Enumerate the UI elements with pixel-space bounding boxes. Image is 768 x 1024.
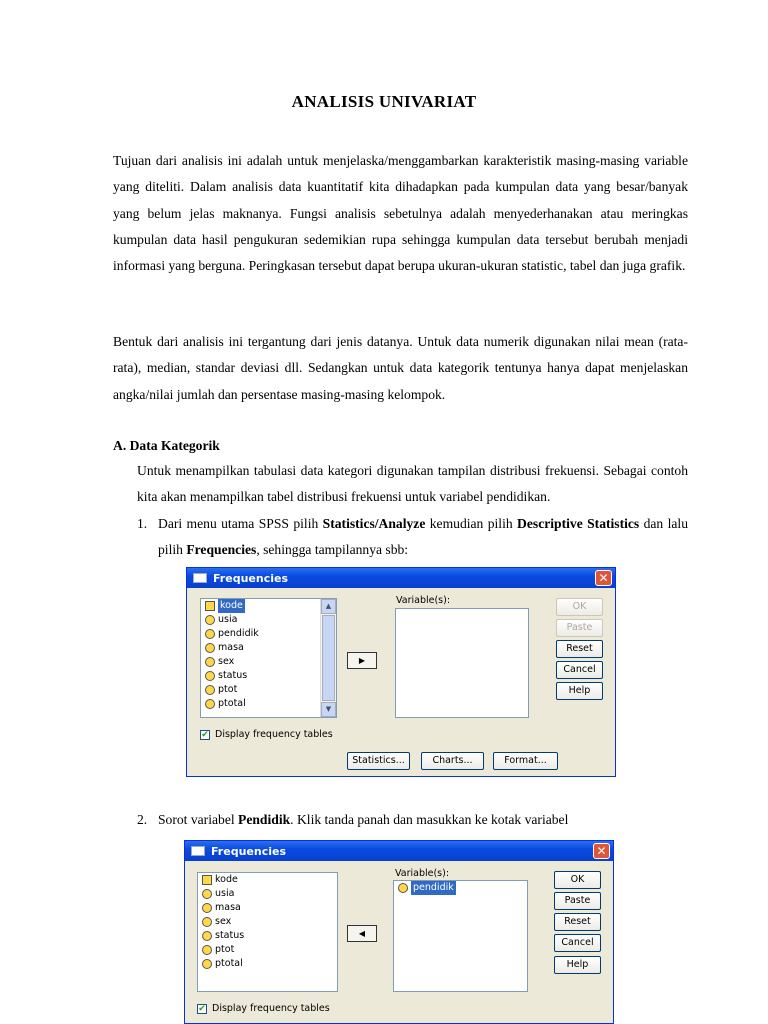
checkbox-check-icon[interactable]: ✔ bbox=[201, 729, 209, 740]
variable-list-item[interactable] bbox=[198, 915, 337, 929]
variable-list-item[interactable] bbox=[201, 627, 336, 641]
dialog-2-title: Frequencies bbox=[211, 844, 286, 858]
statistics-button[interactable]: Statistics... bbox=[347, 752, 410, 770]
selected-variable-list[interactable] bbox=[395, 608, 529, 718]
scale-variable-icon bbox=[202, 889, 212, 899]
variable-name: sex bbox=[215, 916, 232, 927]
cancel-button[interactable]: Cancel bbox=[556, 661, 603, 679]
scale-variable-icon bbox=[202, 917, 212, 927]
scale-variable-icon bbox=[205, 629, 215, 639]
variable-list-item[interactable] bbox=[201, 683, 336, 697]
display-frequency-tables-checkbox[interactable] bbox=[197, 1003, 330, 1014]
checkbox-check-icon[interactable]: ✔ bbox=[198, 1003, 206, 1014]
scroll-thumb[interactable] bbox=[322, 615, 335, 701]
scale-variable-icon bbox=[202, 959, 212, 969]
variable-name: ptot bbox=[218, 684, 238, 695]
variable-name: ptotal bbox=[218, 698, 246, 709]
ok-button[interactable]: OK bbox=[554, 871, 601, 889]
close-icon[interactable]: ✕ bbox=[593, 843, 610, 859]
variable-list-item[interactable] bbox=[198, 943, 337, 957]
step-1-text-a: Dari menu utama SPSS pilih bbox=[158, 516, 323, 531]
paste-button[interactable]: Paste bbox=[554, 892, 601, 910]
string-variable-icon bbox=[202, 875, 212, 885]
variable-list-item[interactable] bbox=[394, 881, 527, 895]
help-button[interactable]: Help bbox=[554, 956, 601, 974]
variable-list-item[interactable] bbox=[198, 929, 337, 943]
step-1-bold-c: Frequencies bbox=[186, 542, 257, 558]
section-a-heading: A. Data Kategorik bbox=[113, 438, 220, 453]
scale-variable-icon bbox=[205, 671, 215, 681]
variable-list-item[interactable] bbox=[198, 873, 337, 887]
source-variable-list[interactable] bbox=[197, 872, 338, 992]
variable-name: ptot bbox=[215, 944, 235, 955]
variable-name: pendidik bbox=[413, 882, 454, 893]
display-frequency-tables-checkbox[interactable] bbox=[200, 729, 333, 740]
scale-variable-icon bbox=[398, 883, 408, 893]
variable-list-item[interactable] bbox=[198, 887, 337, 901]
window-icon bbox=[193, 573, 207, 583]
format-button[interactable]: Format... bbox=[493, 752, 558, 770]
frequencies-dialog-1 bbox=[186, 567, 616, 777]
variable-name: status bbox=[215, 930, 245, 941]
step-2-bold-a: Pendidik bbox=[238, 812, 291, 827]
variable-name: usia bbox=[218, 614, 238, 625]
step-1-text-c: dan lalu pilih bbox=[158, 516, 688, 558]
selected-variable-list[interactable] bbox=[393, 880, 528, 992]
step-1-number: 1. bbox=[137, 516, 148, 531]
step-1 bbox=[137, 511, 688, 564]
scale-variable-icon bbox=[202, 931, 212, 941]
dialog-1-titlebar[interactable] bbox=[187, 568, 615, 588]
variable-name: kode bbox=[220, 600, 243, 611]
scale-variable-icon bbox=[205, 657, 215, 667]
scale-variable-icon bbox=[205, 685, 215, 695]
move-right-arrow-button[interactable]: ▶ bbox=[347, 652, 377, 669]
variable-name: ptotal bbox=[215, 958, 243, 969]
string-variable-icon bbox=[205, 601, 215, 611]
source-list-scrollbar[interactable] bbox=[320, 599, 336, 717]
cancel-button[interactable]: Cancel bbox=[554, 934, 601, 952]
variable-name: masa bbox=[215, 902, 241, 913]
variable-name: sex bbox=[218, 656, 235, 667]
section-a-text: Untuk menampilkan tabulasi data kategori digunakan tampilan distribusi frekuensi. Sebagai contoh kita akan menampilkan tabel distribusi frekuensi untuk variabel pendidikan. bbox=[137, 463, 688, 505]
move-left-arrow-button[interactable]: ◀ bbox=[347, 925, 377, 942]
document-title: ANALISIS UNIVARIAT bbox=[291, 92, 477, 111]
variables-label: Variable(s): bbox=[395, 868, 450, 879]
paragraph-intro: Tujuan dari analisis ini adalah untuk menjelaska/menggambarkan karakteristik masing-masing variable yang diteliti. Dalam analisis data kuantitatif kita dihadapkan pada kumpulan data yang besar/banyak yang belum jelas maknanya. Fungsi analisis sebetulnya adalah menyederhanakan atau meringkas kumpulan data hasil pengukuran sedemikian rupa sehingga kumpulan data tersebut berubah menjadi informasi yang berguna. Peringkasan tersebut dapat berupa ukuran-ukuran statistic, tabel dan juga grafik. bbox=[113, 153, 688, 274]
ok-button[interactable]: OK bbox=[556, 598, 603, 616]
scale-variable-icon bbox=[202, 945, 212, 955]
reset-button[interactable]: Reset bbox=[556, 640, 603, 658]
paragraph-forms: Bentuk dari analisis ini tergantung dari jenis datanya. Untuk data numerik digunakan nilai mean (rata-rata), median, standar deviasi dll. Sedangkan untuk data kategorik tentunya hanya dapat menjelaskan angka/nilai jumlah dan persentase masing-masing kelompok. bbox=[113, 334, 688, 402]
step-1-bold-b: Descriptive Statistics bbox=[517, 516, 640, 531]
variable-name: kode bbox=[215, 874, 238, 885]
window-icon bbox=[191, 846, 205, 856]
help-button[interactable]: Help bbox=[556, 682, 603, 700]
step-2-number: 2. bbox=[137, 812, 148, 827]
step-1-text-b: kemudian pilih bbox=[425, 516, 518, 531]
dialog-1-title: Frequencies bbox=[213, 571, 288, 585]
variable-list-item[interactable] bbox=[201, 613, 336, 627]
charts-button[interactable]: Charts... bbox=[421, 752, 484, 770]
dialog-2-titlebar[interactable] bbox=[185, 841, 613, 861]
scroll-up-icon[interactable]: ▲ bbox=[321, 599, 336, 614]
variable-list-item[interactable] bbox=[201, 655, 336, 669]
scale-variable-icon bbox=[205, 699, 215, 709]
close-icon[interactable]: ✕ bbox=[595, 570, 612, 586]
variable-list-item[interactable] bbox=[201, 669, 336, 683]
scroll-down-icon[interactable]: ▼ bbox=[321, 702, 336, 717]
variable-list-item[interactable] bbox=[201, 697, 336, 711]
variable-list-item[interactable] bbox=[201, 641, 336, 655]
variable-name: pendidik bbox=[218, 628, 259, 639]
variables-label: Variable(s): bbox=[396, 595, 451, 606]
scale-variable-icon bbox=[205, 615, 215, 625]
variable-name: status bbox=[218, 670, 248, 681]
variable-name: usia bbox=[215, 888, 235, 899]
step-2 bbox=[137, 807, 688, 833]
variable-name: masa bbox=[218, 642, 244, 653]
frequencies-dialog-2 bbox=[184, 840, 614, 1024]
paste-button[interactable]: Paste bbox=[556, 619, 603, 637]
step-1-bold-a: Statistics/Analyze bbox=[322, 516, 426, 531]
checkbox-label: Display frequency tables bbox=[212, 1003, 330, 1014]
variable-list-item[interactable] bbox=[198, 901, 337, 915]
step-2-text-a: Sorot variabel bbox=[158, 812, 239, 827]
variable-list-item[interactable] bbox=[201, 599, 336, 613]
step-2-text-b: . Klik tanda panah dan masukkan ke kotak variabel bbox=[290, 812, 569, 827]
scale-variable-icon bbox=[205, 643, 215, 653]
step-1-text-d: , sehingga tampilannya sbb: bbox=[256, 542, 409, 558]
source-variable-list[interactable] bbox=[200, 598, 337, 718]
reset-button[interactable]: Reset bbox=[554, 913, 601, 931]
scale-variable-icon bbox=[202, 903, 212, 913]
variable-list-item[interactable] bbox=[198, 957, 337, 971]
checkbox-label: Display frequency tables bbox=[215, 729, 333, 740]
